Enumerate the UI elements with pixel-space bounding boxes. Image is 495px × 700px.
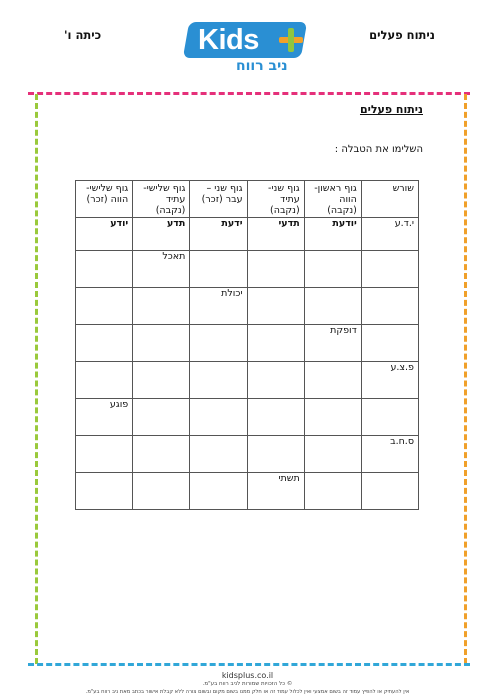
- logo-subtitle: ניב רווח: [236, 58, 288, 74]
- table-cell[interactable]: [76, 288, 133, 325]
- table-cell[interactable]: [304, 362, 361, 399]
- table-cell[interactable]: [76, 436, 133, 473]
- table-cell[interactable]: י.ד.ע: [361, 218, 418, 251]
- header-second-future-f: גוף שני- עתיד (נקבה): [247, 181, 304, 218]
- table-cell[interactable]: [190, 325, 247, 362]
- header-first-present-f: גוף ראשון- הווה (נקבה): [304, 181, 361, 218]
- table-cell[interactable]: ס.ח.ב: [361, 436, 418, 473]
- header-root: שורש: [361, 181, 418, 218]
- topic-label: ניתוח פעלים: [369, 28, 435, 42]
- frame-right-border: [464, 94, 467, 664]
- table-cell[interactable]: [361, 251, 418, 288]
- table-cell[interactable]: יודע: [76, 218, 133, 251]
- table-cell[interactable]: [304, 251, 361, 288]
- footer-legal: אין להעתיק או להפיץ עמוד זה בשום אמצעי ואין לכלול עמוד זה או חלק ממנו בשום מקום ובשום צורה ללא קבלת אישור בכתב מאת ניב רווח בע"מ.: [85, 689, 410, 695]
- table-cell[interactable]: [76, 473, 133, 510]
- table-cell[interactable]: [304, 473, 361, 510]
- table-cell[interactable]: [247, 436, 304, 473]
- table-header-row: [76, 181, 419, 218]
- table-cell[interactable]: דופקת: [304, 325, 361, 362]
- frame-left-border: [35, 94, 38, 664]
- table-cell[interactable]: [190, 436, 247, 473]
- table-cell[interactable]: פוגע: [76, 399, 133, 436]
- table-row: [76, 399, 419, 436]
- table-cell[interactable]: [247, 251, 304, 288]
- table-row: [76, 473, 419, 510]
- table-cell[interactable]: תאכל: [133, 251, 190, 288]
- frame-top-border: [28, 92, 470, 95]
- table-cell[interactable]: [247, 288, 304, 325]
- table-row: [76, 251, 419, 288]
- plus-icon: [279, 28, 303, 52]
- table-cell[interactable]: יודעת: [304, 218, 361, 251]
- table-cell[interactable]: [361, 399, 418, 436]
- table-row: [76, 362, 419, 399]
- table-cell[interactable]: [190, 473, 247, 510]
- header-third-present-m: גוף שלישי- הווה (זכר): [76, 181, 133, 218]
- table-cell[interactable]: [361, 325, 418, 362]
- table-cell[interactable]: [247, 399, 304, 436]
- table-row: [76, 288, 419, 325]
- table-cell[interactable]: ידעת: [190, 218, 247, 251]
- table-cell[interactable]: [247, 325, 304, 362]
- verbs-table: [75, 180, 419, 510]
- table-cell[interactable]: [76, 251, 133, 288]
- grade-label: כיתה ו': [64, 28, 102, 42]
- logo-word: Kids: [198, 24, 259, 56]
- table-cell[interactable]: תשתי: [247, 473, 304, 510]
- table-cell[interactable]: [361, 473, 418, 510]
- table-cell[interactable]: [133, 399, 190, 436]
- footer-copyright: © כל הזכויות שמורות לניב רווח בע"מ.: [202, 681, 293, 687]
- table-cell[interactable]: [361, 288, 418, 325]
- table-cell[interactable]: [304, 288, 361, 325]
- header-third-future-f: גוף שלישי- עתיד (נקבה): [133, 181, 190, 218]
- table-cell[interactable]: תדעי: [247, 218, 304, 251]
- frame-bottom-border: [28, 663, 470, 666]
- table-cell[interactable]: [133, 325, 190, 362]
- table-cell[interactable]: [304, 399, 361, 436]
- kids-logo: [186, 14, 310, 74]
- table-cell[interactable]: [190, 362, 247, 399]
- page-title: ניתוח פעלים: [359, 103, 423, 116]
- header-second-past-m: גוף שני – עבר (זכר): [190, 181, 247, 218]
- table-row: [76, 218, 419, 251]
- table-cell[interactable]: [133, 436, 190, 473]
- table-cell[interactable]: יכולת: [190, 288, 247, 325]
- table-cell[interactable]: [76, 325, 133, 362]
- table-cell[interactable]: [76, 362, 133, 399]
- table-cell[interactable]: פ.צ.ע: [361, 362, 418, 399]
- table-cell[interactable]: [190, 251, 247, 288]
- table-cell[interactable]: [133, 473, 190, 510]
- instruction: השלימו את הטבלה :: [334, 144, 423, 155]
- table-cell[interactable]: [133, 362, 190, 399]
- table-row: [76, 436, 419, 473]
- table-cell[interactable]: [133, 288, 190, 325]
- footer-url[interactable]: kidsplus.co.il: [221, 671, 274, 680]
- table-cell[interactable]: [190, 399, 247, 436]
- table-cell[interactable]: [247, 362, 304, 399]
- table-cell[interactable]: [304, 436, 361, 473]
- table-cell[interactable]: תדע: [133, 218, 190, 251]
- table-row: [76, 325, 419, 362]
